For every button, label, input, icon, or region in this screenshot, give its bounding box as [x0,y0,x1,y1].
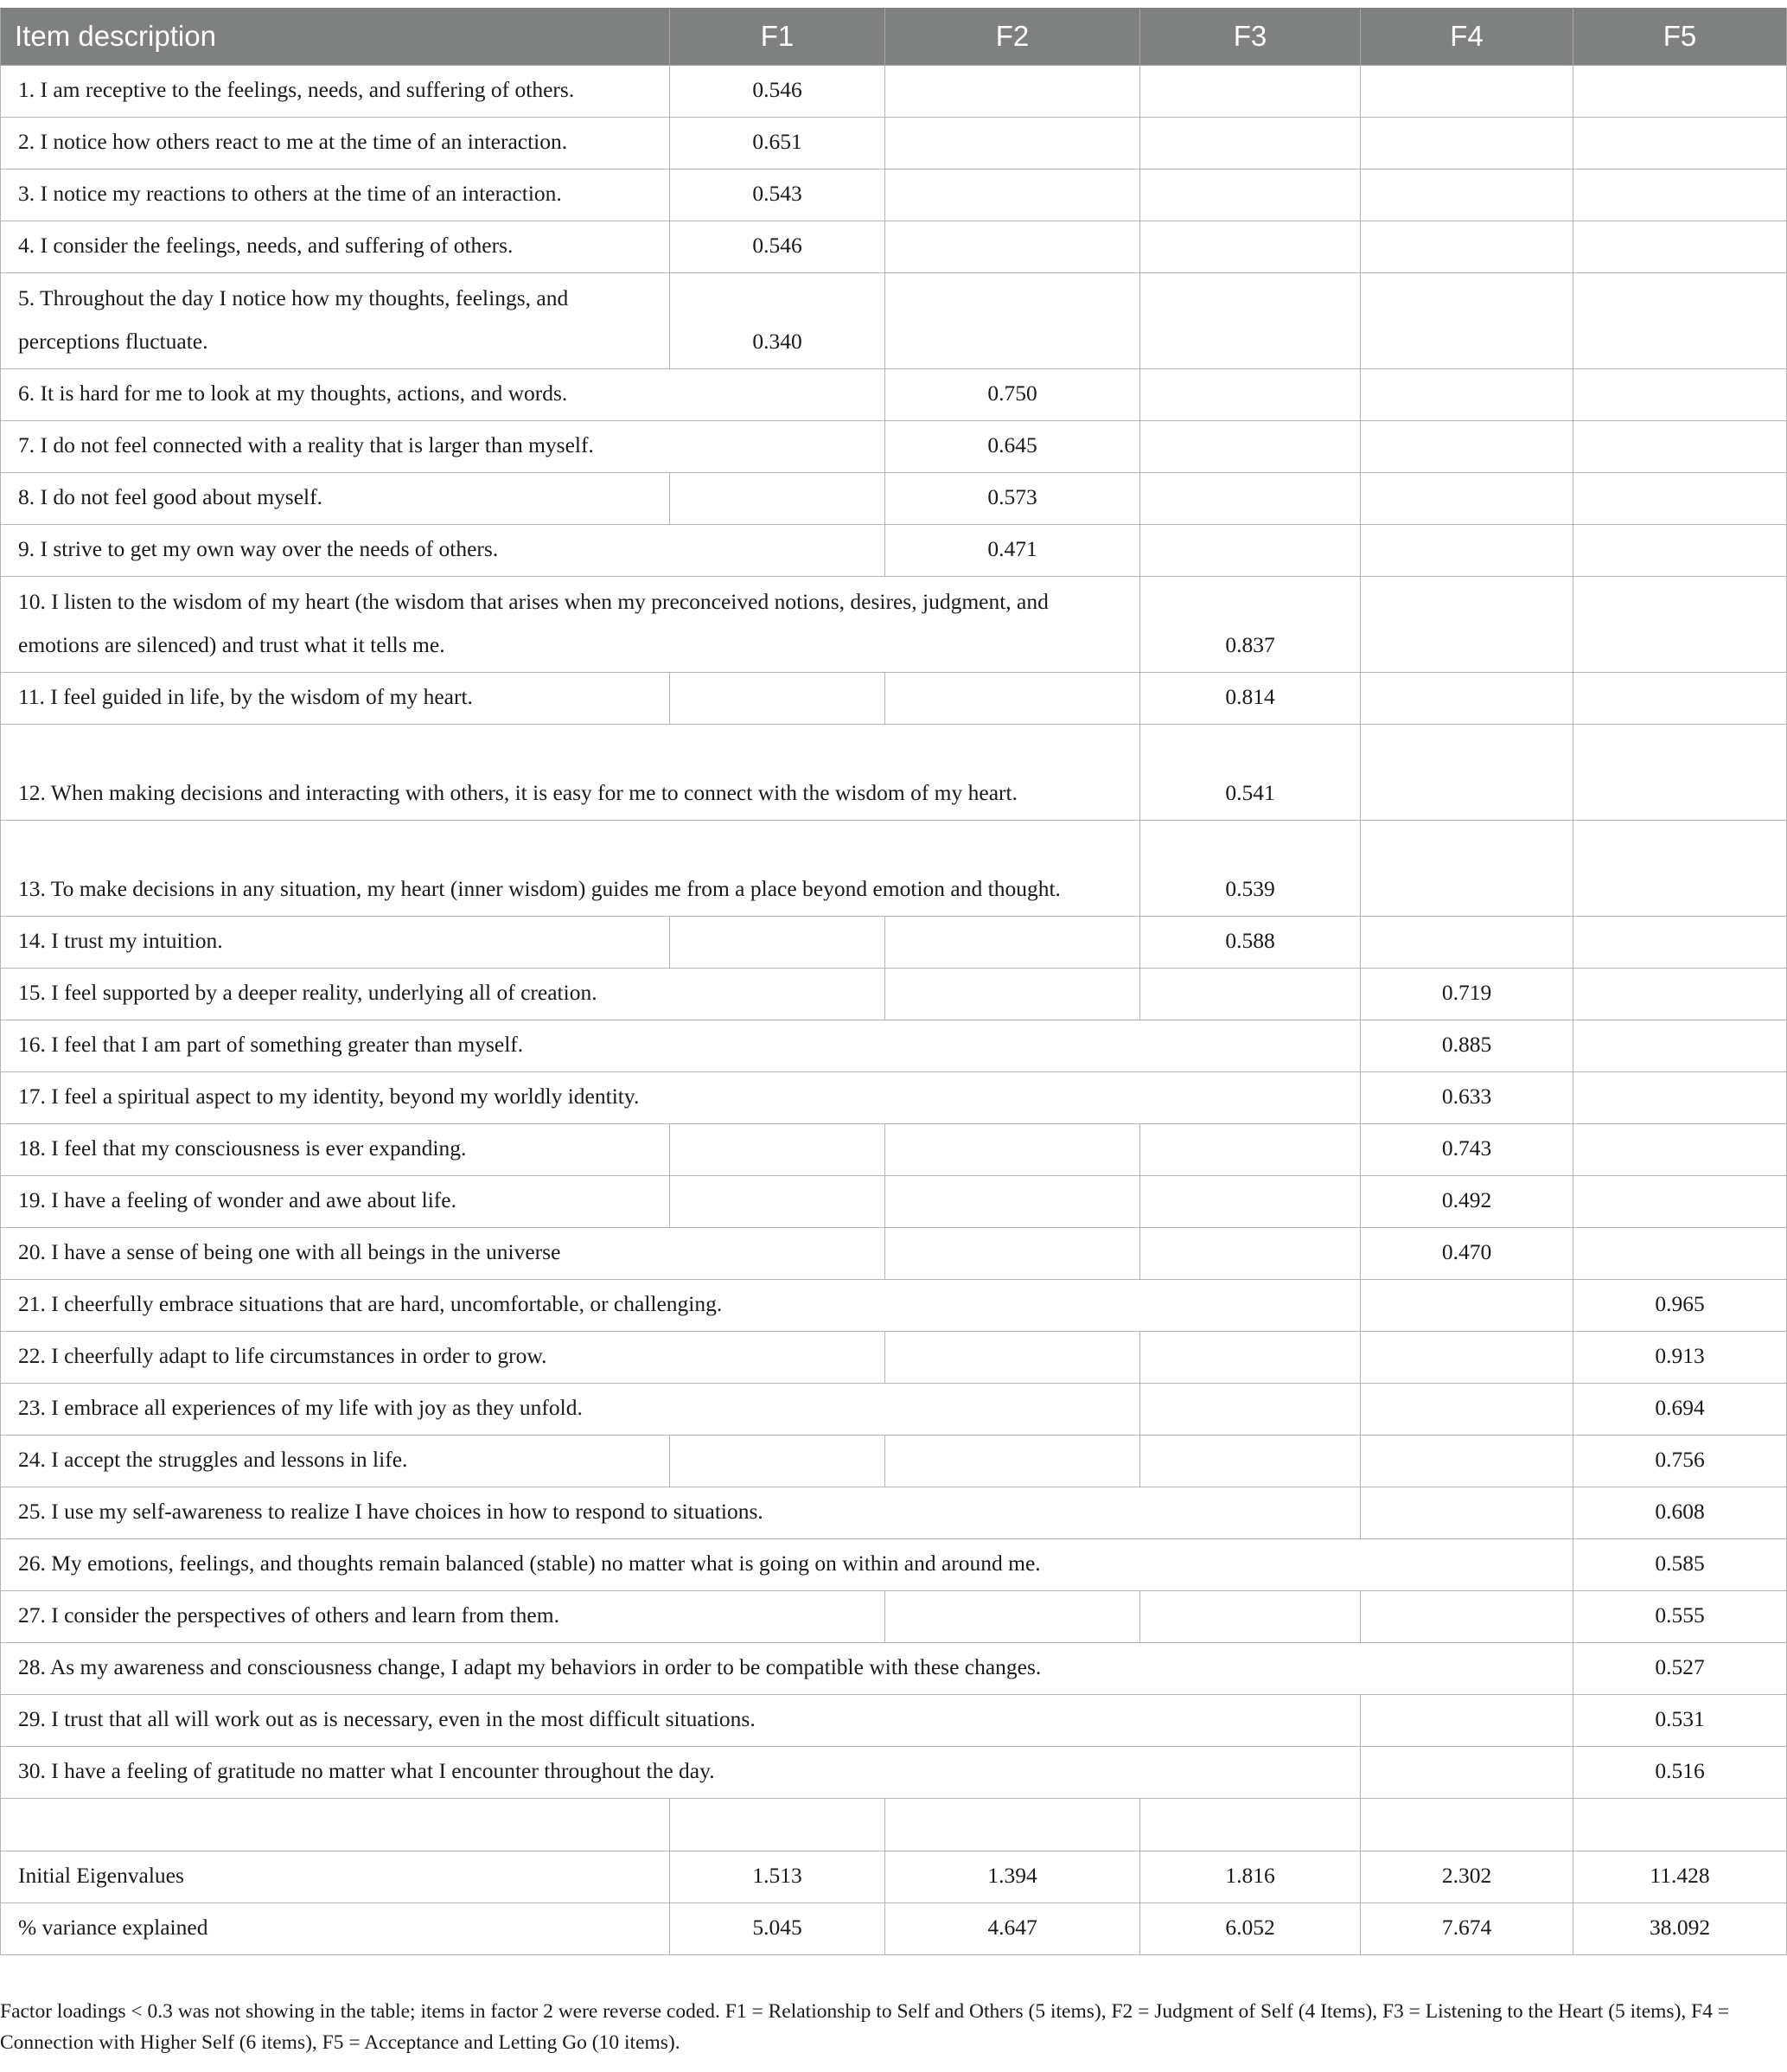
empty-cell [1140,369,1361,421]
empty-cell [670,473,885,525]
empty-cell [1573,421,1787,473]
factor-loading-f5: 0.913 [1573,1332,1787,1384]
factor-loading-f4: 0.719 [1361,969,1573,1020]
empty-cell [1573,473,1787,525]
factor-loading-f4: 0.492 [1361,1176,1573,1228]
factor-loading-f5: 0.531 [1573,1695,1787,1747]
summary-value-f1: 1.513 [670,1851,885,1903]
empty-cell [885,221,1140,273]
factor-loading-f1: 0.546 [670,221,885,273]
table-row [1,1176,1787,1228]
empty-cell [1140,1436,1361,1487]
empty-cell [1361,1487,1573,1539]
item-description: 27. I consider the perspectives of others and learn from them. [1,1591,885,1643]
item-description: 5. Throughout the day I notice how my thoughts, feelings, and perceptions fluctuate. [1,273,670,369]
item-description: 24. I accept the struggles and lessons in life. [1,1436,670,1487]
empty-cell [885,66,1140,118]
table-row [1,969,1787,1020]
factor-loading-f3: 0.539 [1140,821,1361,917]
table-row [1,1280,1787,1332]
empty-cell [1140,118,1361,169]
empty-cell [1140,66,1361,118]
summary-value-f4: 7.674 [1361,1903,1573,1955]
header-f1: F1 [670,8,885,66]
header-row [1,8,1787,66]
item-description: 2. I notice how others react to me at the time of an interaction. [1,118,670,169]
summary-value-f2: 1.394 [885,1851,1140,1903]
empty-cell [885,169,1140,221]
empty-cell [1361,917,1573,969]
table-row [1,1747,1787,1799]
factor-loading-f5: 0.585 [1573,1539,1787,1591]
empty-cell [670,673,885,725]
table-row [1,421,1787,473]
factor-loading-f4: 0.885 [1361,1020,1573,1072]
factor-loading-f1: 0.546 [670,66,885,118]
empty-cell [1361,221,1573,273]
table-row [1,1072,1787,1124]
empty-cell [1573,1176,1787,1228]
factor-loading-f1: 0.340 [670,273,885,369]
empty-cell [1361,473,1573,525]
empty-cell [885,1228,1140,1280]
table-row [1,1020,1787,1072]
empty-cell [1573,577,1787,673]
empty-cell [1140,273,1361,369]
item-description: 19. I have a feeling of wonder and awe about life. [1,1176,670,1228]
empty-cell [1573,525,1787,577]
table-row [1,1487,1787,1539]
empty-cell [1573,673,1787,725]
factor-loading-f5: 0.516 [1573,1747,1787,1799]
empty-cell [1361,1591,1573,1643]
header-f2: F2 [885,8,1140,66]
table-row [1,1643,1787,1695]
empty-cell [885,1436,1140,1487]
table-row [1,525,1787,577]
table-row [1,1124,1787,1176]
item-description: 25. I use my self-awareness to realize I have choices in how to respond to situations. [1,1487,1361,1539]
empty-cell [885,1124,1140,1176]
item-description: 6. It is hard for me to look at my thoughts, actions, and words. [1,369,885,421]
item-description: 1. I am receptive to the feelings, needs, and suffering of others. [1,66,670,118]
empty-cell [885,1591,1140,1643]
factor-loading-f4: 0.743 [1361,1124,1573,1176]
empty-cell [885,969,1140,1020]
item-description: 10. I listen to the wisdom of my heart (the wisdom that arises when my preconceived notions, desires, judgment, and emotions are silenced) and trust what it tells me. [1,577,1140,673]
item-description: 18. I feel that my consciousness is ever expanding. [1,1124,670,1176]
empty-cell [1573,169,1787,221]
factor-loading-f5: 0.756 [1573,1436,1787,1487]
item-description: 21. I cheerfully embrace situations that are hard, uncomfortable, or challenging. [1,1280,1361,1332]
empty-cell [1361,369,1573,421]
empty-cell [885,118,1140,169]
empty-cell [670,1799,885,1851]
empty-cell [1140,1591,1361,1643]
empty-cell [1573,725,1787,821]
empty-cell [1361,66,1573,118]
item-description: 11. I feel guided in life, by the wisdom of my heart. [1,673,670,725]
factor-loading-f4: 0.633 [1361,1072,1573,1124]
summary-value-f3: 1.816 [1140,1851,1361,1903]
factor-loading-f3: 0.814 [1140,673,1361,725]
empty-cell [885,1332,1140,1384]
table-row [1,369,1787,421]
factor-loading-f5: 0.694 [1573,1384,1787,1436]
item-description: 23. I embrace all experiences of my life with joy as they unfold. [1,1384,1140,1436]
empty-cell [1361,1332,1573,1384]
empty-cell [1140,169,1361,221]
empty-cell [1140,525,1361,577]
empty-cell [1573,917,1787,969]
item-description: 9. I strive to get my own way over the needs of others. [1,525,885,577]
table-row [1,221,1787,273]
empty-cell [1361,1799,1573,1851]
empty-cell [1140,969,1361,1020]
empty-cell [1140,221,1361,273]
empty-cell [1140,473,1361,525]
item-description: 29. I trust that all will work out as is necessary, even in the most difficult situations. [1,1695,1361,1747]
table-body [1,66,1787,1955]
item-description: 4. I consider the feelings, needs, and suffering of others. [1,221,670,273]
empty-cell [1361,169,1573,221]
empty-cell [885,673,1140,725]
empty-cell [1140,1124,1361,1176]
empty-cell [1140,1176,1361,1228]
empty-cell [1573,66,1787,118]
empty-cell [1361,577,1573,673]
factor-loading-f1: 0.651 [670,118,885,169]
empty-cell [1361,1747,1573,1799]
factor-loading-f2: 0.750 [885,369,1140,421]
table-row [1,1228,1787,1280]
empty-cell [1573,969,1787,1020]
empty-cell [1573,821,1787,917]
item-description: 17. I feel a spiritual aspect to my identity, beyond my worldly identity. [1,1072,1361,1124]
empty-cell [1573,1020,1787,1072]
factor-loading-f5: 0.555 [1573,1591,1787,1643]
table-row [1,725,1787,821]
summary-value-f5: 38.092 [1573,1903,1787,1955]
empty-cell [1573,1228,1787,1280]
summary-label: % variance explained [1,1903,670,1955]
factor-loading-f5: 0.608 [1573,1487,1787,1539]
empty-cell [1361,273,1573,369]
empty-cell [885,1799,1140,1851]
empty-cell [1140,421,1361,473]
empty-cell [1140,1799,1361,1851]
empty-cell [1140,1332,1361,1384]
empty-cell [1,1799,670,1851]
table-row [1,1384,1787,1436]
empty-cell [1573,273,1787,369]
item-description: 13. To make decisions in any situation, my heart (inner wisdom) guides me from a place beyond emotion and thought. [1,821,1140,917]
empty-cell [670,1176,885,1228]
summary-row [1,1903,1787,1955]
empty-cell [1361,725,1573,821]
item-description: 15. I feel supported by a deeper reality, underlying all of creation. [1,969,885,1020]
factor-loading-f5: 0.527 [1573,1643,1787,1695]
empty-cell [1573,221,1787,273]
factor-loading-f2: 0.573 [885,473,1140,525]
empty-cell [670,917,885,969]
table-row [1,118,1787,169]
empty-cell [1573,1072,1787,1124]
item-description: 12. When making decisions and interacting with others, it is easy for me to connect with the wisdom of my heart. [1,725,1140,821]
table-row [1,1436,1787,1487]
empty-cell [885,273,1140,369]
factor-loading-f2: 0.471 [885,525,1140,577]
item-description: 8. I do not feel good about myself. [1,473,670,525]
item-description: 28. As my awareness and consciousness change, I adapt my behaviors in order to be compatible with these changes. [1,1643,1573,1695]
table-row [1,473,1787,525]
empty-cell [670,1124,885,1176]
header-f4: F4 [1361,8,1573,66]
empty-cell [1361,1436,1573,1487]
empty-cell [670,1436,885,1487]
spacer-row [1,1799,1787,1851]
empty-cell [885,917,1140,969]
factor-loading-f5: 0.965 [1573,1280,1787,1332]
summary-value-f2: 4.647 [885,1903,1140,1955]
table-row [1,1591,1787,1643]
factor-loading-f3: 0.541 [1140,725,1361,821]
header-f3: F3 [1140,8,1361,66]
factor-loading-f4: 0.470 [1361,1228,1573,1280]
table-row [1,821,1787,917]
empty-cell [1573,1799,1787,1851]
empty-cell [1361,118,1573,169]
summary-label: Initial Eigenvalues [1,1851,670,1903]
table-row [1,66,1787,118]
factor-loading-f1: 0.543 [670,169,885,221]
table-row [1,577,1787,673]
item-description: 7. I do not feel connected with a reality that is larger than myself. [1,421,885,473]
item-description: 20. I have a sense of being one with all beings in the universe [1,1228,885,1280]
item-description: 22. I cheerfully adapt to life circumstances in order to grow. [1,1332,885,1384]
empty-cell [1140,1228,1361,1280]
empty-cell [1361,421,1573,473]
summary-value-f1: 5.045 [670,1903,885,1955]
table-row [1,273,1787,369]
empty-cell [885,1176,1140,1228]
factor-loading-f3: 0.588 [1140,917,1361,969]
empty-cell [1573,118,1787,169]
table-row [1,917,1787,969]
item-description: 26. My emotions, feelings, and thoughts remain balanced (stable) no matter what is going on within and around me. [1,1539,1573,1591]
empty-cell [1361,1280,1573,1332]
table-row [1,1539,1787,1591]
item-description: 3. I notice my reactions to others at the time of an interaction. [1,169,670,221]
table-row [1,1332,1787,1384]
table-row [1,169,1787,221]
table-header [1,8,1787,66]
summary-row [1,1851,1787,1903]
empty-cell [1573,1124,1787,1176]
empty-cell [1361,1695,1573,1747]
empty-cell [1361,525,1573,577]
table-row [1,673,1787,725]
empty-cell [1573,369,1787,421]
table-row [1,1695,1787,1747]
factor-loadings-table [0,8,1787,1955]
header-f5: F5 [1573,8,1787,66]
factor-loading-f3: 0.837 [1140,577,1361,673]
item-description: 30. I have a feeling of gratitude no matter what I encounter throughout the day. [1,1747,1361,1799]
empty-cell [1361,1384,1573,1436]
empty-cell [1361,821,1573,917]
header-item-description: Item description [1,8,670,66]
empty-cell [1361,673,1573,725]
summary-value-f4: 2.302 [1361,1851,1573,1903]
empty-cell [1140,1384,1361,1436]
factor-loading-f2: 0.645 [885,421,1140,473]
table-footnote: Factor loadings < 0.3 was not showing in the table; items in factor 2 were reverse coded. F1 = Relationship to Self and Others (5 items), F2 = Judgment of Self (4 Items), F3 = Listening to the Heart (5 items), F4 = Connection with Higher Self (6 items), F5 = Acceptance and Letting Go (10 items). [0,2000,1730,2054]
item-description: 14. I trust my intuition. [1,917,670,969]
item-description: 16. I feel that I am part of something greater than myself. [1,1020,1361,1072]
summary-value-f5: 11.428 [1573,1851,1787,1903]
summary-value-f3: 6.052 [1140,1903,1361,1955]
